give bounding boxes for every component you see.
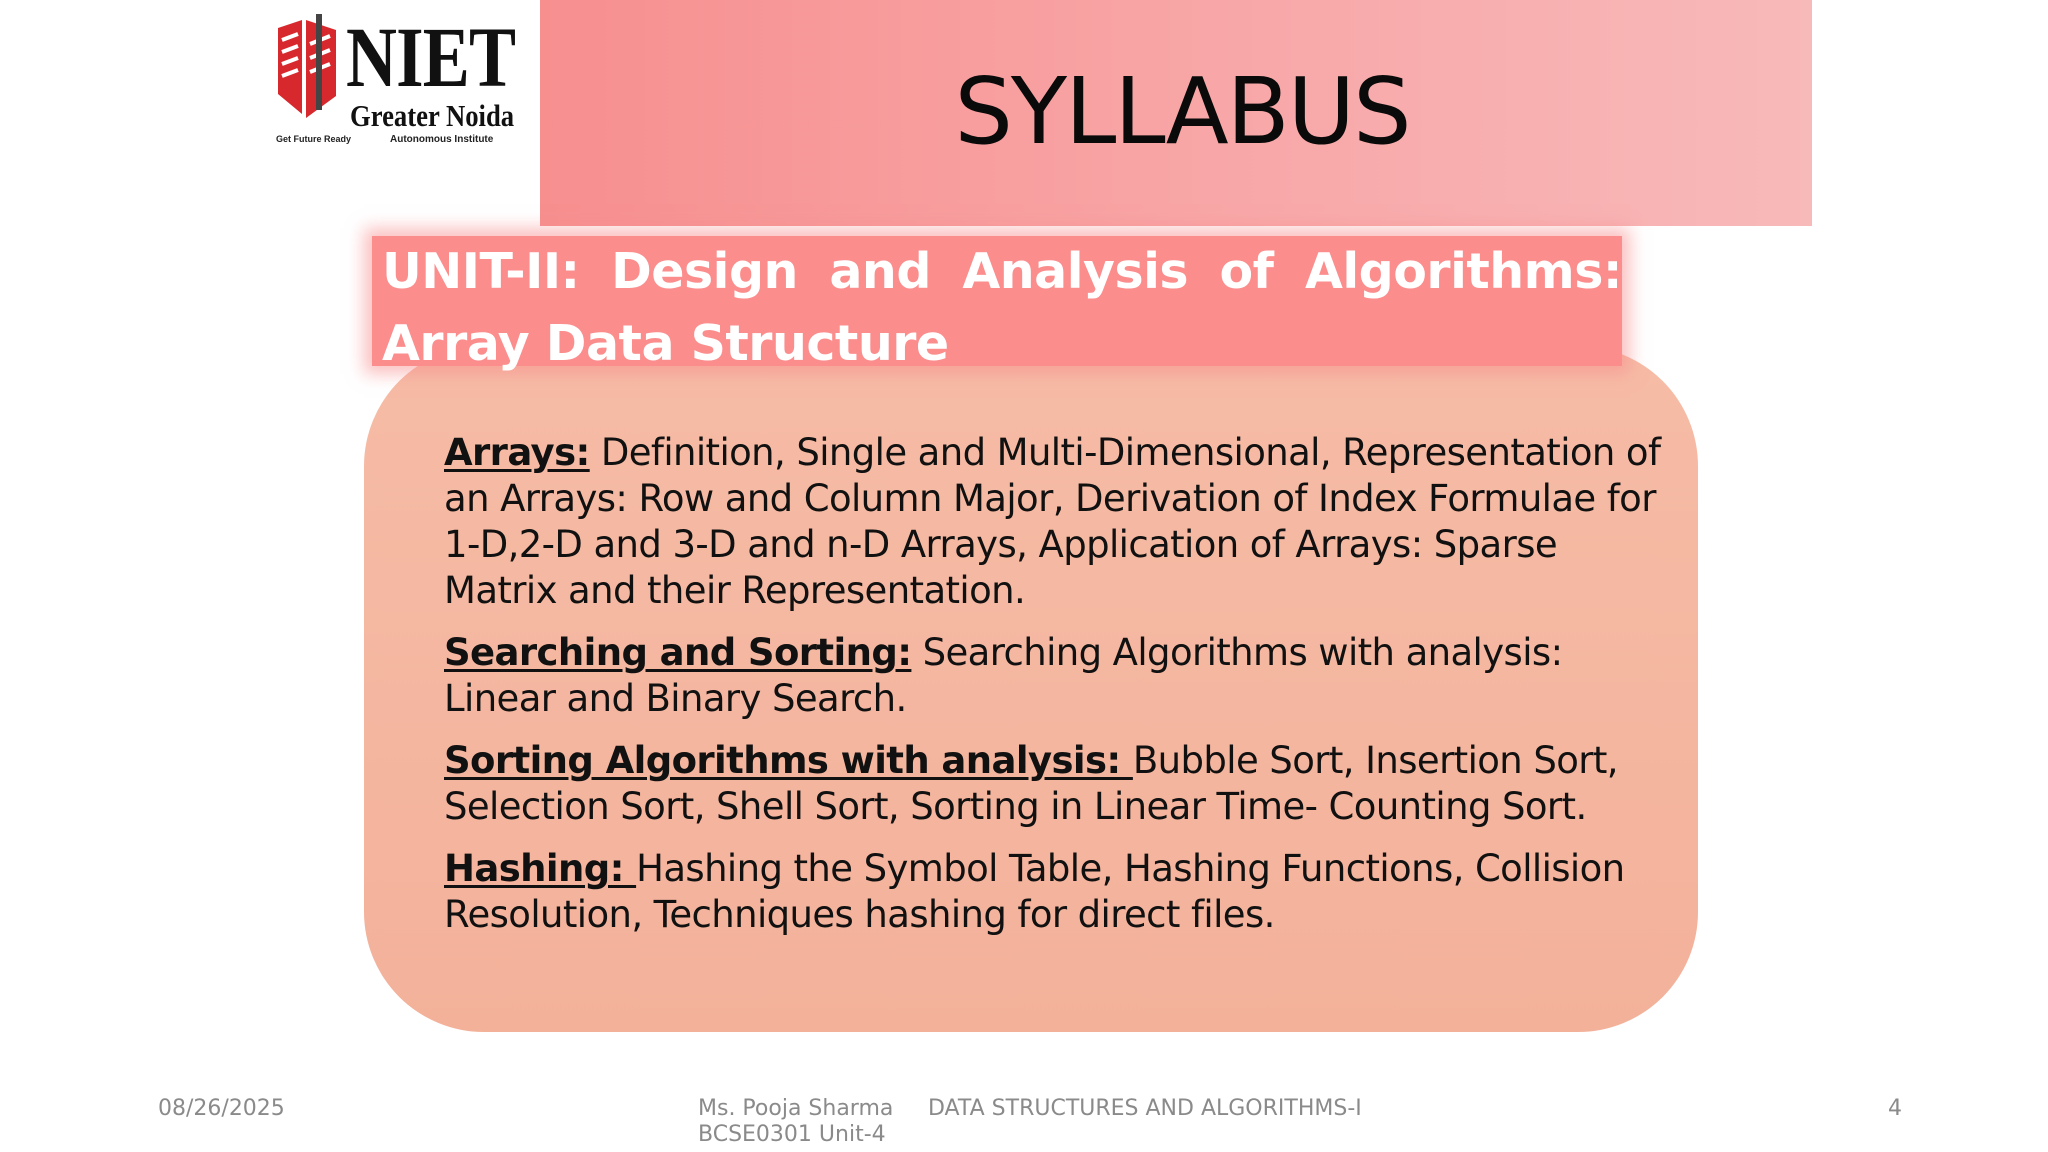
slide-title: SYLLABUS xyxy=(954,58,1410,165)
header-band xyxy=(540,0,1812,226)
footer-course-code: BCSE0301 Unit-4 xyxy=(698,1122,886,1147)
footer-date: 08/26/2025 xyxy=(158,1096,285,1121)
footer-course-name: DATA STRUCTURES AND ALGORITHMS-I xyxy=(928,1096,1362,1121)
topic-searching-sorting xyxy=(444,630,1664,722)
topic-text: Searching Algorithms with analysis: Linear and Binary Search. xyxy=(444,631,1563,720)
topic-list xyxy=(444,430,1664,954)
niet-emblem-icon xyxy=(272,14,342,132)
unit-title: UNIT-II: Design and Analysis of Algorithms: Array Data Structure xyxy=(382,243,1622,372)
topic-arrays xyxy=(444,430,1664,614)
topic-heading: Sorting Algorithms with analysis: xyxy=(444,739,1133,782)
topic-sorting-algorithms xyxy=(444,738,1664,830)
topic-hashing xyxy=(444,846,1664,938)
footer-author: Ms. Pooja Sharma xyxy=(698,1096,894,1121)
topic-text: Definition, Single and Multi-Dimensional, Representation of an Arrays: Row and Column Major, Derivation of Index Formulae for 1-D,2-D and 3-D and n-D Arrays, Application of Arrays: Sparse Matrix and their Representation. xyxy=(444,431,1661,612)
logo-subtitle: Greater Noida xyxy=(350,98,515,133)
logo-tagline: Get Future Ready xyxy=(276,134,352,144)
niet-logo xyxy=(262,10,540,150)
topic-heading: Searching and Sorting: xyxy=(444,631,912,674)
logo-institute: Autonomous Institute xyxy=(390,134,494,145)
footer-page-number: 4 xyxy=(1888,1096,1902,1121)
topic-heading: Hashing: xyxy=(444,847,637,890)
topic-text: Hashing the Symbol Table, Hashing Functions, Collision Resolution, Techniques hashing for direct files. xyxy=(444,847,1625,936)
logo-name: NIET xyxy=(346,9,516,105)
topic-heading: Arrays: xyxy=(444,431,590,474)
topic-text: Bubble Sort, Insertion Sort, Selection Sort, Shell Sort, Sorting in Linear Time- Counting Sort. xyxy=(444,739,1618,828)
